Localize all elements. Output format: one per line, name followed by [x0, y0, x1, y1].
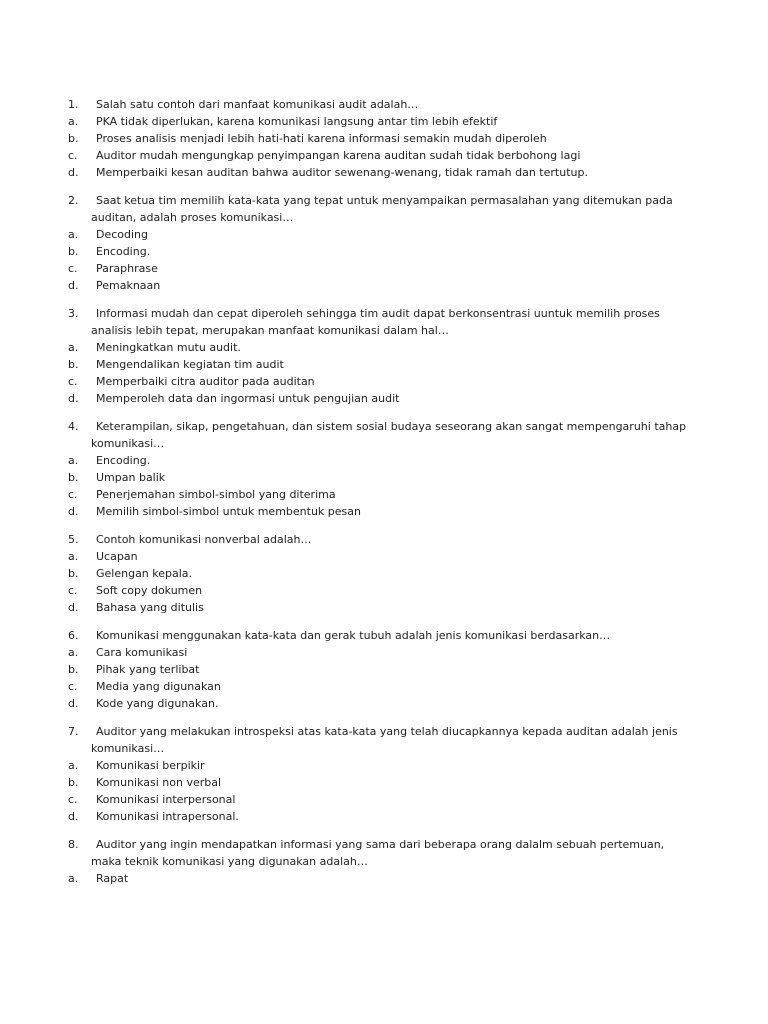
option-a [0, 757, 768, 774]
option-a [0, 870, 768, 887]
option-d [0, 277, 768, 294]
question-6 [0, 627, 768, 712]
question-8 [0, 836, 768, 887]
question-line [0, 418, 768, 435]
question-2 [0, 192, 768, 294]
option-text: Memilih simbol-simbol untuk membentuk pesan [96, 505, 361, 518]
option-letter: c. [68, 680, 78, 693]
option-text: Mengendalikan kegiatan tim audit [96, 358, 284, 371]
option-text: Pemaknaan [96, 279, 161, 292]
option-text: Gelengan kepala. [96, 567, 193, 580]
document-page [0, 96, 768, 898]
option-c [0, 147, 768, 164]
option-text: Komunikasi berpikir [96, 759, 205, 772]
option-b [0, 130, 768, 147]
question-text: Komunikasi menggunakan kata-kata dan gerak tubuh adalah jenis komunikasi berdasarkan… [96, 629, 611, 642]
question-line-continued [0, 209, 768, 226]
question-text: Auditor yang melakukan introspeksi atas kata-kata yang telah diucapkannya kepada auditan adalah jenis [96, 725, 678, 738]
question-text: Keterampilan, sikap, pengetahuan, dan sistem sosial budaya seseorang akan sangat mempengaruhi tahap [96, 420, 687, 433]
question-line [0, 723, 768, 740]
question-text: Salah satu contoh dari manfaat komunikasi audit adalah… [96, 98, 419, 111]
option-a [0, 452, 768, 469]
option-letter: d. [68, 697, 79, 710]
option-text: Kode yang digunakan. [96, 697, 219, 710]
option-letter: c. [68, 584, 78, 597]
option-letter: c. [68, 262, 78, 275]
option-text: Proses analisis menjadi lebih hati-hati karena informasi semakin mudah diperoleh [96, 132, 547, 145]
option-text: Komunikasi interpersonal [96, 793, 236, 806]
option-letter: d. [68, 505, 79, 518]
option-letter: c. [68, 488, 78, 501]
option-a [0, 226, 768, 243]
option-c [0, 260, 768, 277]
option-text: Umpan balik [96, 471, 166, 484]
option-d [0, 695, 768, 712]
question-text: auditan, adalah proses komunikasi… [91, 211, 294, 224]
option-text: Auditor mudah mengungkap penyimpangan karena auditan sudah tidak berbohong lagi [96, 149, 581, 162]
question-line-continued [0, 853, 768, 870]
option-text: Komunikasi non verbal [96, 776, 222, 789]
option-letter: b. [68, 132, 79, 145]
question-4 [0, 418, 768, 520]
question-text: Contoh komunikasi nonverbal adalah… [96, 533, 312, 546]
option-text: Memperbaiki citra auditor pada auditan [96, 375, 315, 388]
option-d [0, 503, 768, 520]
option-letter: a. [68, 759, 79, 772]
question-line [0, 836, 768, 853]
question-number: 1. [68, 98, 79, 111]
option-text: Meningkatkan mutu audit. [96, 341, 241, 354]
option-letter: a. [68, 454, 79, 467]
option-text: Penerjemahan simbol-simbol yang diterima [96, 488, 336, 501]
option-letter: b. [68, 358, 79, 371]
option-text: Memperbaiki kesan auditan bahwa auditor sewenang-wenang, tidak ramah dan tertutup. [96, 166, 588, 179]
option-text: Encoding. [96, 454, 151, 467]
option-letter: b. [68, 663, 79, 676]
option-letter: a. [68, 341, 79, 354]
option-c [0, 678, 768, 695]
option-text: Decoding [96, 228, 149, 241]
option-text: Bahasa yang ditulis [96, 601, 204, 614]
question-number: 5. [68, 533, 79, 546]
option-a [0, 548, 768, 565]
option-c [0, 582, 768, 599]
option-text: Ucapan [96, 550, 138, 563]
option-b [0, 661, 768, 678]
option-c [0, 373, 768, 390]
option-letter: d. [68, 166, 79, 179]
option-d [0, 390, 768, 407]
question-1 [0, 96, 768, 181]
option-d [0, 164, 768, 181]
question-line [0, 305, 768, 322]
option-a [0, 339, 768, 356]
option-b [0, 469, 768, 486]
question-line [0, 627, 768, 644]
question-text: komunikasi… [91, 437, 165, 450]
option-a [0, 644, 768, 661]
option-letter: b. [68, 471, 79, 484]
option-a [0, 113, 768, 130]
question-line [0, 192, 768, 209]
option-letter: a. [68, 646, 79, 659]
option-text: Encoding. [96, 245, 151, 258]
option-d [0, 808, 768, 825]
option-letter: c. [68, 375, 78, 388]
question-number: 2. [68, 194, 79, 207]
option-c [0, 486, 768, 503]
question-line-continued [0, 435, 768, 452]
question-line-continued [0, 740, 768, 757]
question-text: Auditor yang ingin mendapatkan informasi yang sama dari beberapa orang dalalm sebuah pertemuan, [96, 838, 665, 851]
question-text: Informasi mudah dan cepat diperoleh sehingga tim audit dapat berkonsentrasi uuntuk memilih proses [96, 307, 660, 320]
question-text: Saat ketua tim memilih kata-kata yang tepat untuk menyampaikan permasalahan yang ditemukan pada [96, 194, 673, 207]
option-b [0, 356, 768, 373]
option-b [0, 774, 768, 791]
option-letter: a. [68, 115, 79, 128]
question-text: maka teknik komunikasi yang digunakan adalah… [91, 855, 368, 868]
option-letter: b. [68, 776, 79, 789]
option-d [0, 599, 768, 616]
option-b [0, 565, 768, 582]
option-letter: b. [68, 567, 79, 580]
question-line [0, 96, 768, 113]
option-text: Soft copy dokumen [96, 584, 203, 597]
option-letter: a. [68, 550, 79, 563]
option-c [0, 791, 768, 808]
option-text: Memperoleh data dan ingormasi untuk pengujian audit [96, 392, 400, 405]
option-letter: c. [68, 793, 78, 806]
option-b [0, 243, 768, 260]
option-text: Komunikasi intrapersonal. [96, 810, 239, 823]
question-number: 4. [68, 420, 79, 433]
question-number: 3. [68, 307, 79, 320]
question-5 [0, 531, 768, 616]
option-text: Pihak yang terlibat [96, 663, 200, 676]
option-text: Media yang digunakan [96, 680, 221, 693]
option-letter: d. [68, 601, 79, 614]
option-letter: b. [68, 245, 79, 258]
option-letter: d. [68, 392, 79, 405]
question-7 [0, 723, 768, 825]
option-text: Rapat [96, 872, 129, 885]
option-text: Paraphrase [96, 262, 158, 275]
question-number: 6. [68, 629, 79, 642]
question-number: 7. [68, 725, 79, 738]
question-line [0, 531, 768, 548]
question-number: 8. [68, 838, 79, 851]
question-text: analisis lebih tepat, merupakan manfaat komunikasi dalam hal… [91, 324, 449, 337]
option-text: PKA tidak diperlukan, karena komunikasi langsung antar tim lebih efektif [96, 115, 498, 128]
question-3 [0, 305, 768, 407]
option-letter: a. [68, 872, 79, 885]
option-text: Cara komunikasi [96, 646, 188, 659]
option-letter: d. [68, 810, 79, 823]
option-letter: a. [68, 228, 79, 241]
option-letter: c. [68, 149, 78, 162]
question-text: komunikasi… [91, 742, 165, 755]
question-line-continued [0, 322, 768, 339]
option-letter: d. [68, 279, 79, 292]
